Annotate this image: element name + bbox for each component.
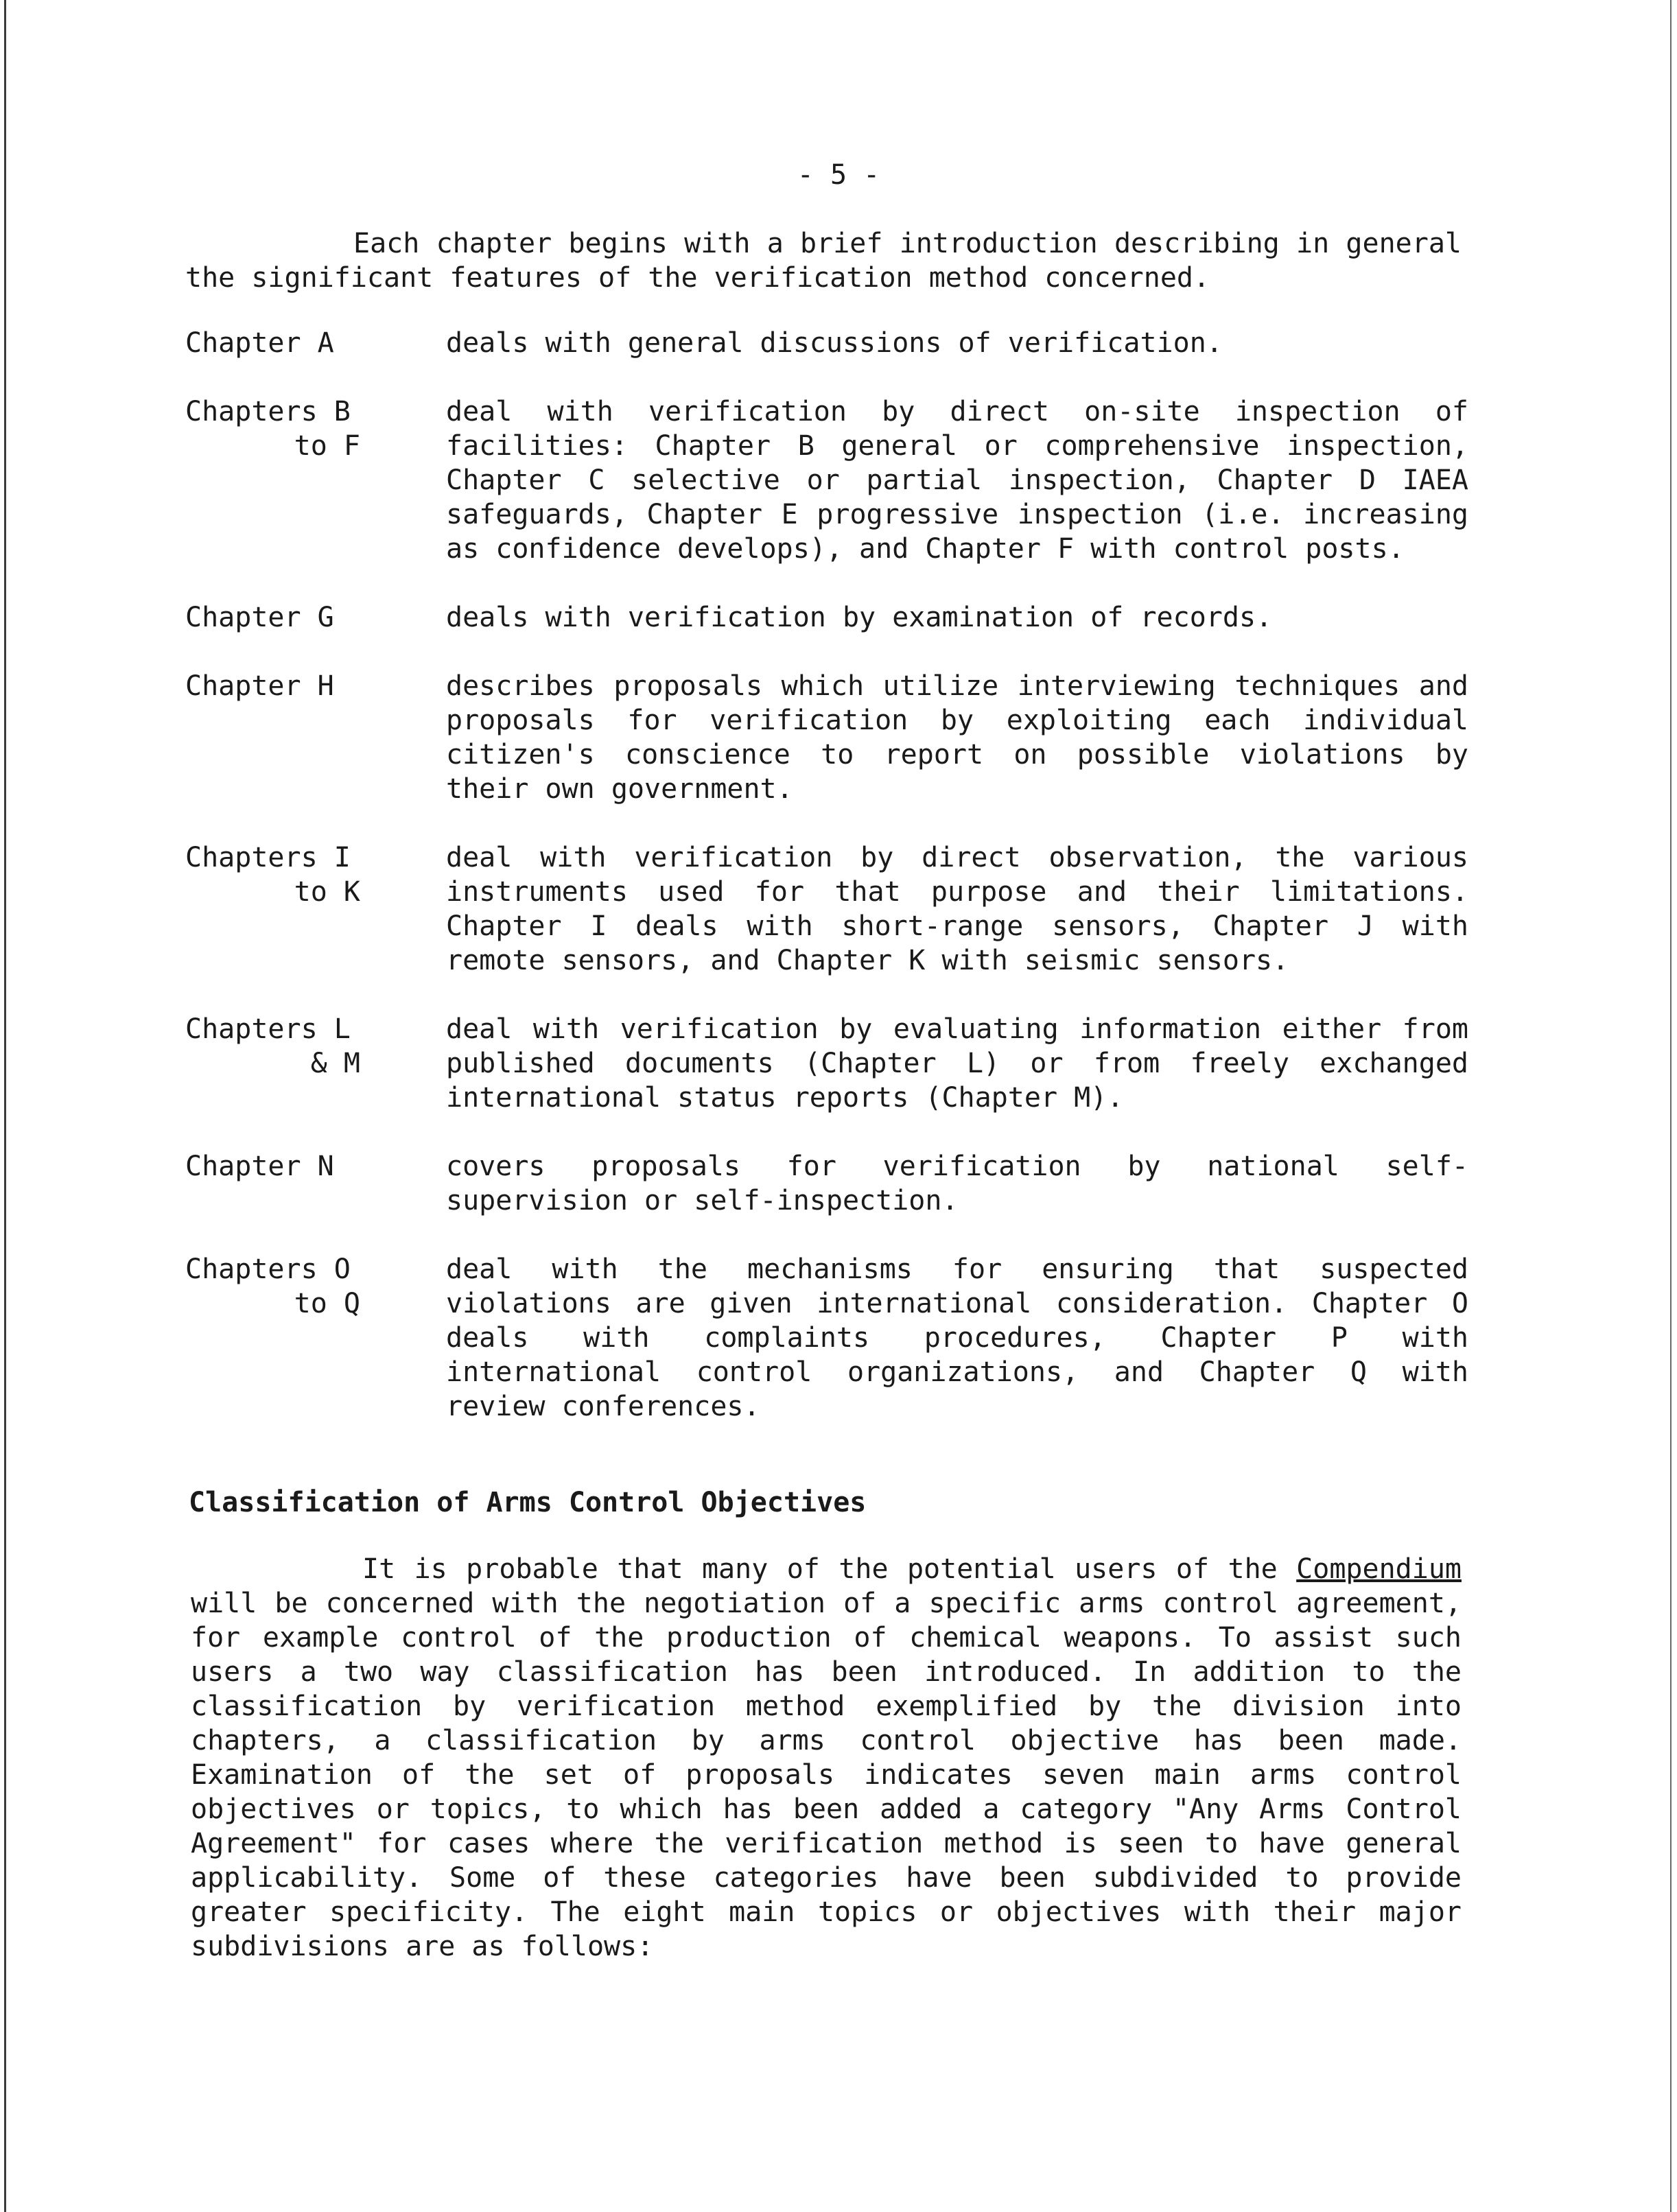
section-heading: Classification of Arms Control Objectives <box>189 1487 867 1518</box>
chapter-label-line2: to Q <box>294 1288 360 1319</box>
chapter-description: deals with general discussions of verification. <box>446 327 1223 359</box>
chapter-label-line1: Chapters B <box>185 396 351 427</box>
chapter-description: describes proposals which utilize interviewing techniques and proposals for verification by exploiting each individual citizen's conscience to report on possible violations by their own government. <box>446 670 1468 805</box>
chapter-description: deal with verification by direct observation, the various instruments used for that purpose and their limitations. Chapter I deals with short-range sensors, Chapter J with remote sensors, and Chapter K with seismic sensors. <box>446 842 1468 976</box>
chapter-label-line2: to F <box>294 430 360 462</box>
chapter-row <box>185 840 1468 978</box>
compendium-title: Compendium <box>1296 1553 1462 1585</box>
chapter-description: covers proposals for verification by national self-supervision or self-inspection. <box>446 1151 1468 1216</box>
chapter-label <box>185 1012 446 1115</box>
chapter-description: deals with verification by examination of records. <box>446 602 1273 633</box>
chapter-label-line1: Chapter G <box>185 602 334 633</box>
chapter-label <box>185 395 446 566</box>
chapter-label <box>185 669 446 806</box>
chapter-row <box>185 1149 1468 1218</box>
intro-paragraph: Each chapter begins with a brief introduction describing in general the significant features of the verification method concerned. <box>185 228 1462 294</box>
chapter-label <box>185 1149 446 1218</box>
paragraph-rest: will be concerned with the negotiation of a specific arms control agreement, for example control of the production of chemical weapons. To assist such users a two way classification has been introduced. In addition to the classification by verification method exemplified by the division into chapters, a classification by arms control objective has been made. Examination of the set of proposals indicates seven main arms control objectives or topics, to which has been added a category "Any Arms Control Agreement" for cases where the verification method is seen to have general applicability. Some of these categories have been subdivided to provide greater specificity. The eight main topics or objectives with their major subdivisions are as follows: <box>191 1588 1462 1962</box>
chapter-list <box>185 326 1468 1458</box>
chapter-label-line2: to K <box>294 876 360 908</box>
chapter-row <box>185 1252 1468 1424</box>
chapter-description: deal with verification by direct on-site inspection of facilities: Chapter B general or comprehensive inspection, Chapter C selective or partial inspection, Chapter D IAEA safeguards, Chapter E progressive inspection (i.e. increasing as confidence develops), and Chapter F with control posts. <box>446 396 1468 565</box>
chapter-label-line1: Chapters L <box>185 1013 351 1045</box>
chapter-row <box>185 1012 1468 1115</box>
chapter-label <box>185 1252 446 1424</box>
chapter-label-line1: Chapter H <box>185 670 334 702</box>
chapter-row <box>185 395 1468 566</box>
chapter-label <box>185 840 446 978</box>
chapter-description: deal with the mechanisms for ensuring that suspected violations are given international consideration. Chapter O deals with complaints procedures, Chapter P with international control organizations, and Chapter Q with review conferences. <box>446 1254 1468 1422</box>
chapter-label-line2: & M <box>310 1048 360 1079</box>
chapter-label <box>185 326 446 360</box>
chapter-label-line1: Chapter N <box>185 1151 334 1182</box>
chapter-description: deal with verification by evaluating information either from published documents (Chapter L) or from freely exchanged international status reports (Chapter M). <box>446 1013 1468 1114</box>
chapter-label <box>185 600 446 635</box>
chapter-row <box>185 669 1468 806</box>
chapter-label-line1: Chapters I <box>185 842 351 873</box>
page-number: - 5 - <box>797 159 880 191</box>
page-edge-left <box>4 0 6 2212</box>
body-paragraph <box>191 1552 1462 1964</box>
chapter-row <box>185 326 1468 360</box>
chapter-row <box>185 600 1468 635</box>
chapter-label-line1: Chapter A <box>185 327 334 359</box>
page-edge-right <box>1670 0 1672 2212</box>
paragraph-lead: It is probable that many of the potential users of the <box>362 1553 1278 1585</box>
chapter-label-line1: Chapters O <box>185 1254 351 1285</box>
